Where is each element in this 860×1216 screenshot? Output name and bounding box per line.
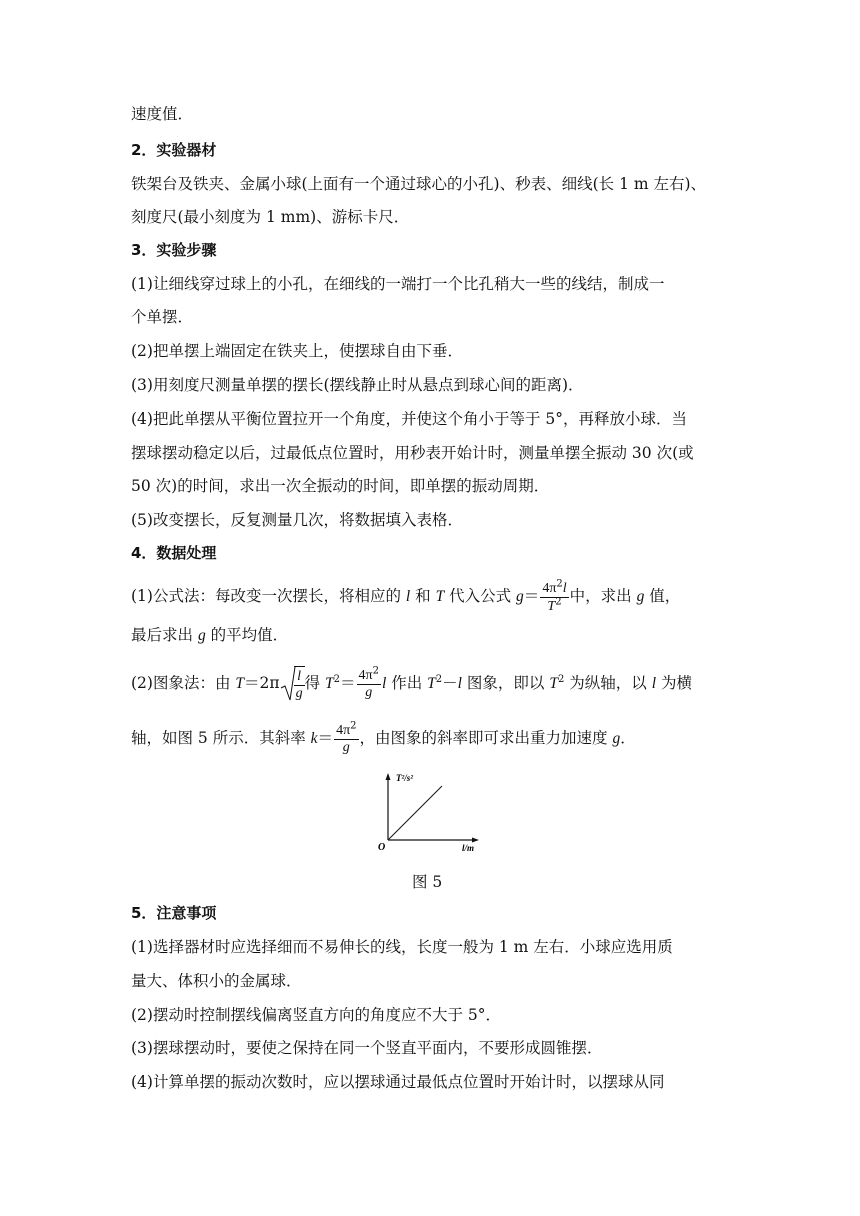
text-line: 50 次)的时间，求出一次全振动的时间，即单摆的振动周期．	[131, 477, 550, 495]
superscript: 2	[555, 595, 562, 607]
var-l: l	[651, 675, 657, 692]
text-line: (4)把此单摆从平衡位置拉开一个角度，并使这个角小于等于 5°，再释放小球．当	[131, 410, 687, 428]
equals-sign: ＝	[317, 729, 334, 747]
section-heading-data: 4．数据处理	[131, 544, 217, 562]
text-fragment: (1)公式法：每改变一次摆长，将相应的	[131, 587, 406, 605]
section-heading-steps: 3．实验步骤	[131, 241, 217, 259]
text-fragment: 代入公式	[444, 587, 517, 605]
var-T: T	[435, 588, 445, 605]
superscript: 2	[333, 673, 341, 685]
var-k: k	[310, 730, 318, 747]
radical-sign-icon	[280, 666, 296, 702]
text-line: (4)计算单摆的振动次数时，应以摆球通过最低点位置时开始计时，以摆球从同	[131, 1073, 665, 1091]
var-T: T	[235, 675, 245, 692]
frac-denominator: g	[365, 685, 373, 700]
superscript: 2	[556, 577, 563, 589]
text-fragment: 为纵轴，以	[564, 674, 652, 692]
var-T: T	[549, 675, 558, 692]
text-fragment: 作出	[386, 674, 428, 692]
text-fragment: 的平均值．	[205, 626, 289, 644]
text-line: 速度值．	[131, 105, 194, 123]
x-axis-arrow-icon	[472, 838, 479, 843]
frac-numerator: 4π	[358, 668, 373, 683]
formula-line-1	[131, 578, 680, 618]
fraction	[540, 577, 568, 615]
text-fragment: 得	[304, 674, 326, 692]
var-g: g	[516, 588, 524, 605]
formula-line-3	[131, 665, 692, 705]
frac-denominator: T	[547, 598, 556, 614]
var-g: g	[612, 730, 621, 747]
text-fragment: 中，求出	[569, 587, 637, 605]
var-g: g	[197, 627, 206, 644]
var-l: l	[562, 580, 567, 596]
text-line: 个单摆．	[131, 308, 194, 326]
var-T: T	[325, 675, 334, 692]
text-line: (3)用刻度尺测量单摆的摆长(摆线静止时从悬点到球心间的距离)．	[131, 376, 584, 394]
text-line: (2)把单摆上端固定在铁夹上，使摆球自由下垂．	[131, 342, 463, 360]
section-heading-equipment: 2．实验器材	[131, 141, 217, 159]
data-line	[388, 786, 442, 840]
text-fragment: ．	[620, 729, 636, 747]
origin-label: O	[378, 842, 386, 852]
figure-graph	[372, 770, 487, 852]
text-fragment: 轴，如图 5 所示．其斜率	[131, 729, 311, 747]
section-heading-notes: 5．注意事项	[131, 904, 217, 922]
formula-line-2	[131, 625, 288, 646]
superscript: 2	[435, 673, 443, 685]
text-line: 刻度尺(最小刻度为 1 mm)、游标卡尺．	[131, 208, 410, 226]
square-root	[280, 666, 305, 703]
frac-numerator: 4π	[542, 580, 557, 596]
equals-sign: ＝	[523, 587, 540, 605]
text-fragment: 和	[410, 587, 436, 605]
fraction	[357, 667, 381, 701]
text-fragment: 图象，即以	[461, 674, 550, 692]
y-axis-label: T²/s²	[396, 773, 413, 783]
text-line: (3)摆球摆动时，要使之保持在同一个竖直平面内，不要形成圆锥摆．	[131, 1039, 603, 1057]
frac-denominator: g	[295, 686, 303, 701]
text-fragment: ，由图象的斜率即可求出重力加速度	[359, 729, 613, 747]
superscript: 2	[372, 665, 379, 677]
text-fragment: (2)图象法：由	[131, 674, 236, 692]
y-axis-arrow-icon	[386, 773, 391, 780]
var-l: l	[457, 675, 462, 692]
text-line: 摆球摆动稳定以后，过最低点位置时，用秒表开始计时，测量单摆全振动 30 次(或	[131, 444, 694, 462]
text-line: (5)改变摆长，反复测量几次，将数据填入表格．	[131, 511, 463, 529]
text-line: 量大、体积小的金属球．	[131, 972, 302, 990]
frac-denominator: g	[342, 740, 350, 755]
text-line: (1)选择器材时应选择细而不易伸长的线，长度一般为 1 m 左右．小球应选用质	[131, 938, 673, 956]
text-line: (2)摆动时控制摆线偏离竖直方向的角度应不大于 5°．	[131, 1006, 501, 1024]
text-fragment: 为横	[656, 674, 692, 692]
t2-vs-l-graph	[372, 770, 487, 852]
equals-sign: ＝	[340, 674, 356, 692]
text-fragment: 最后求出	[131, 626, 198, 644]
frac-numerator: 4π	[336, 723, 351, 738]
text-fragment: ＝2π	[244, 674, 280, 692]
frac-numerator: l	[294, 669, 305, 686]
formula-line-4	[131, 720, 636, 760]
figure-caption: 图 5	[412, 873, 443, 891]
text-line: (1)让细线穿过球上的小孔，在细线的一端打一个比孔稍大一些的线结，制成一	[131, 275, 665, 293]
var-T: T	[427, 675, 436, 692]
fraction	[334, 722, 358, 756]
text-line: 铁架台及铁夹、金属小球(上面有一个通过球心的小孔)、秒表、细线(长 1 m 左右)、	[131, 175, 707, 193]
var-l: l	[405, 588, 411, 605]
var-l: l	[381, 675, 387, 692]
x-axis-label: l/m	[462, 843, 475, 852]
minus-sign: －	[442, 674, 458, 692]
superscript: 2	[557, 673, 565, 685]
superscript: 2	[350, 720, 357, 732]
text-fragment: 值，	[644, 587, 681, 605]
var-g: g	[636, 588, 645, 605]
